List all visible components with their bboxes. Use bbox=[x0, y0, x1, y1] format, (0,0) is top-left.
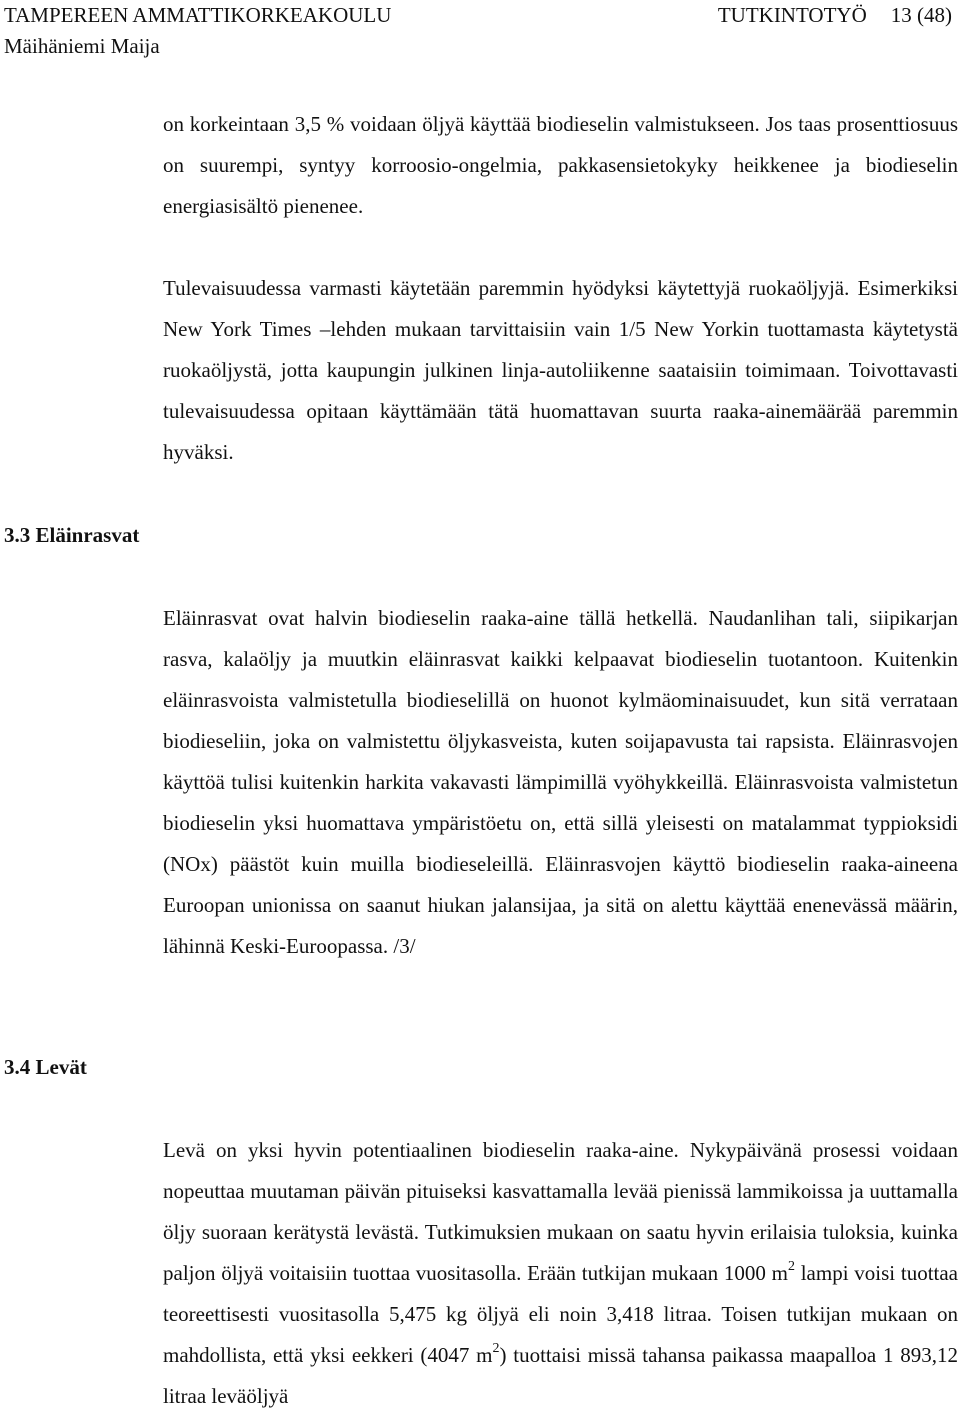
page-number: 13 (48) bbox=[890, 3, 952, 27]
section-heading-3-4: 3.4 Levät bbox=[4, 1055, 87, 1079]
document-type: TUTKINTOTYÖ bbox=[717, 3, 867, 27]
algae-text-part-1: Levä on yksi hyvin potentiaalinen biodieselin raaka-aine. Nykypäivänä prosessi voidaan nopeuttaa muutaman päivän pituiseksi kasvattamalla levää pienissä lammikoissa ja uuttamalla öljy suoraan kerätystä levästä. Tutkimuksien mukaan on saatu hyvin erilaisia tuloksia, kuinka paljon öljyä voitaisiin tuottaa vuositasolla. Erään tutkijan mukaan 1000 m bbox=[163, 1138, 958, 1285]
superscript-squared-1: 2 bbox=[787, 1259, 795, 1274]
algae-text-part-3: ) tuottaisi missä tahansa paikassa maapalloa 1 893,12 litraa leväöljyä bbox=[163, 1343, 958, 1408]
algae-text-part-2: lampi voisi tuottaa teoreettisesti vuositasolla 5,475 kg öljyä eli noin 3,418 litraa. Toisen tutkijan mukaan on mahdollista, että yksi eekkeri (4047 m bbox=[163, 1261, 959, 1367]
paragraph-animal-fats: Eläinrasvat ovat halvin biodieselin raaka-aine tällä hetkellä. Naudanlihan tali, siipikarjan rasva, kalaöljy ja muutkin eläinrasvat kaikki kelpaavat biodieselin tuotantoon. Kuitenkin eläinrasvoista valmistetulla biodieselillä on huonot kylmäominaisuudet, kun sitä verrataan biodieseliin, joka on valmistettu öljykasveista, kuten soijapavusta tai rapsista. Eläinrasvojen käyttöä tulisi kuitenkin harkita vakavasti lämpimillä vyöhykkeillä. Eläinrasvoista valmistetun biodieselin yksi huomattava ympäristöetu on, että sillä yleisesti on matalammat typpioksidi (NOx) päästöt kuin muilla biodieseleillä. Eläinrasvojen käyttö biodieselin raaka-aineena Euroopan unionissa on saanut hiukan jalansijaa, ja sitä on alettu käyttää enenevässä määrin, lähinnä Keski-Euroopassa. /3/ bbox=[163, 606, 958, 958]
header-row-1 bbox=[4, 0, 952, 31]
section-heading-3-3: 3.3 Eläinrasvat bbox=[4, 523, 140, 547]
paragraph-cooking-oils: Tulevaisuudessa varmasti käytetään paremmin hyödyksi käytettyjä ruokaöljyjä. Esimerkiksi New York Times –lehden mukaan tarvittaisiin vain 1/5 New Yorkin tuottamasta käytetystä ruokaöljystä, jotta kaupungin julkinen linja-autoliikenne saataisiin toimimaan. Toivottavasti tulevaisuudessa opitaan käyttämään tätä huomattavan suurta raaka-ainemäärää paremmin hyväksi. bbox=[163, 276, 958, 464]
institution-name: TAMPEREEN AMMATTIKORKEAKOULU bbox=[4, 3, 392, 27]
paragraph-oil-percentage: on korkeintaan 3,5 % voidaan öljyä käyttää biodieselin valmistukseen. Jos taas prosenttiosuus on suurempi, syntyy korroosio-ongelmia, pakkasensietokyky heikkenee ja biodieselin energiasisältö pienenee. bbox=[163, 112, 958, 218]
paragraph-algae bbox=[163, 1130, 958, 1417]
header-right bbox=[718, 0, 952, 31]
header-row-2 bbox=[4, 31, 952, 62]
author-name: Mäihäniemi Maija bbox=[4, 34, 160, 58]
page-header bbox=[4, 0, 952, 62]
superscript-squared-2: 2 bbox=[492, 1341, 500, 1356]
